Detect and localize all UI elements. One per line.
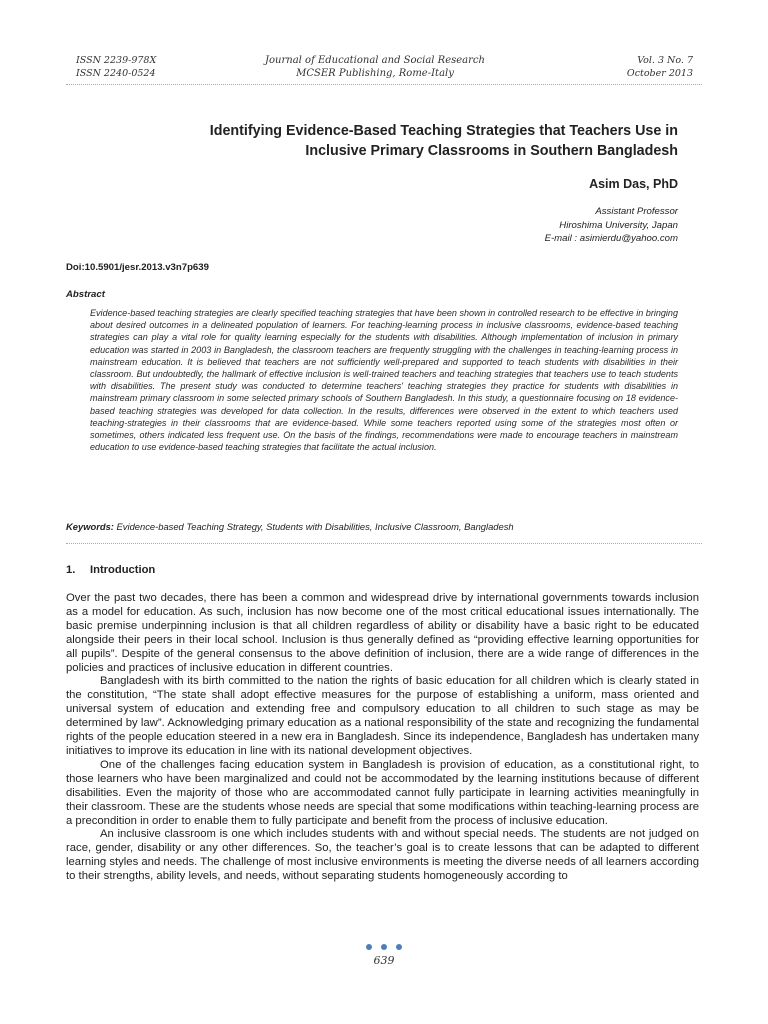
- section-number: 1.: [66, 564, 76, 576]
- paragraph: One of the challenges facing education system in Bangladesh is provision of education, as a constitutional right, to those learners who have been marginalized and could not be accommodated by the learning institutions because of different disabilities. Even the majority of those who are accommodated cannot fully participate in learning activities meaningfully in their classroom. These are the students whose needs are special that some modifications within teaching-learning process are a precondition in order to enable them to fully participate and benefit from the process of inclusive education.: [66, 758, 699, 827]
- publisher-name: MCSER Publishing, Rome-Italy: [296, 68, 454, 79]
- issue-date: October 2013: [626, 68, 693, 79]
- doi-link[interactable]: Doi:10.5901/jesr.2013.v3n7p639: [66, 262, 209, 273]
- abstract-heading: Abstract: [66, 289, 105, 300]
- section-title: Introduction: [90, 564, 156, 576]
- author-name: Asim Das, PhD: [589, 177, 678, 191]
- keywords-list: Evidence-based Teaching Strategy, Students with Disabilities, Inclusive Classroom, Bangladesh: [113, 521, 514, 532]
- issn-block: [76, 54, 156, 80]
- volume-number: Vol. 3 No. 7: [637, 55, 693, 66]
- ornament-dot: [381, 944, 387, 950]
- paragraph: An inclusive classroom is one which includes students with and without special needs. The students are not judged on race, gender, disability or any other differences. So, the teacher’s goal is to create lessons that can be adapted to different learning styles and needs. The challenge of most inclusive environments is meeting the diverse needs of all learners according to their strengths, ability levels, and needs, without separating students homogeneously according to: [66, 828, 699, 883]
- ornament-dot: [396, 944, 402, 950]
- section-heading: [66, 564, 155, 576]
- paragraph: Over the past two decades, there has been a common and widespread drive by international governments towards inclusion as a model for education. As such, inclusion has now become one of the most critical educational issues internationally. The basic premise underpinning inclusion is that all children regardless of ability or disability have a basic right to be educated alongside their peers in their local school. Inclusion is thus generally defined as “providing effective learning opportunities for all pupils”. Despite of the general consensus to the above definition of inclusion, there are a wide range of differences in the policies and practices of inclusive education in different countries.: [66, 592, 699, 674]
- journal-name: Journal of Educational and Social Research: [265, 55, 485, 66]
- author-email: E-mail : asimierdu@yahoo.com: [544, 233, 678, 245]
- affiliation-org: Hiroshima University, Japan: [559, 219, 678, 231]
- author-affiliation: [420, 205, 678, 246]
- issn-print: ISSN 2239-978X: [76, 55, 157, 66]
- title-line-2: Inclusive Primary Classrooms in Southern Bangladesh: [305, 143, 678, 159]
- title-line-1: Identifying Evidence-Based Teaching Strategies that Teachers Use in: [209, 123, 678, 139]
- ornament-dot: [366, 944, 372, 950]
- header-divider: [66, 84, 702, 85]
- section-body: [66, 592, 699, 884]
- abstract-text: Evidence-based teaching strategies are clearly specified teaching strategies that have been shown in controlled research to be effective in bringing about desired outcomes in a delineated population of learners. For teaching-learning process in inclusive classrooms, evidence-based teaching strategies can play a vital role for quality learning especially for the students with disabilities. Although implementation of inclusion in primary education was started in 2003 in Bangladesh, the classroom teachers are frequently struggling with the challenges in teaching-learning process in mainstream education. It is believed that teachers are not sufficiently well-prepared and supported to teach students with disabilities in their classroom. But undoubtedly, the hallmark of effective inclusion is well-trained teachers and teaching strategies that teachers use to teach students with disabilities. The present study was conducted to determine teachers' teaching strategies they practice for students with disabilities in mainstream primary classroom in some selected primary schools of Southern Bangladesh. In this study, a questionnaire focusing on 18 evidence-based teaching strategies was developed for data collection. In the results, differences were observed in the extent to which teachers used teaching-strategies in their classrooms that are evidence-based. While some teachers reported using some of the strategies most often or sometimes, others indicated less frequent use. On the basis of the findings, recommendations were made to encourage teachers in mainstream education to use evidence-based teaching strategies that facilitate the actual inclusion.: [90, 308, 678, 453]
- issue-block: [560, 54, 693, 80]
- issn-online: ISSN 2240-0524: [76, 68, 156, 79]
- keywords-divider: [66, 543, 702, 544]
- article-title: [170, 121, 678, 161]
- footer-ornament: [366, 944, 402, 950]
- affiliation-role: Assistant Professor: [595, 206, 678, 217]
- paragraph: Bangladesh with its birth committed to the nation the rights of basic education for all children which is clearly stated in the constitution, “The state shall adopt effective measures for the purpose of establishing a uniform, mass oriented and universal system of education and extending free and compulsory education to all children to such stage as may be determined by law”. Acknowledging primary education as a national responsibility of the state and recognizing the fundamental rights of the people education steered in a new era in Bangladesh. Since its independence, Bangladesh has undertaken many initiatives to improve its education in line with its national development objectives.: [66, 675, 699, 757]
- keywords-label: Keywords:: [66, 521, 114, 532]
- keywords-line: [66, 521, 686, 532]
- journal-block: [200, 54, 550, 80]
- page-number: 639: [373, 954, 395, 967]
